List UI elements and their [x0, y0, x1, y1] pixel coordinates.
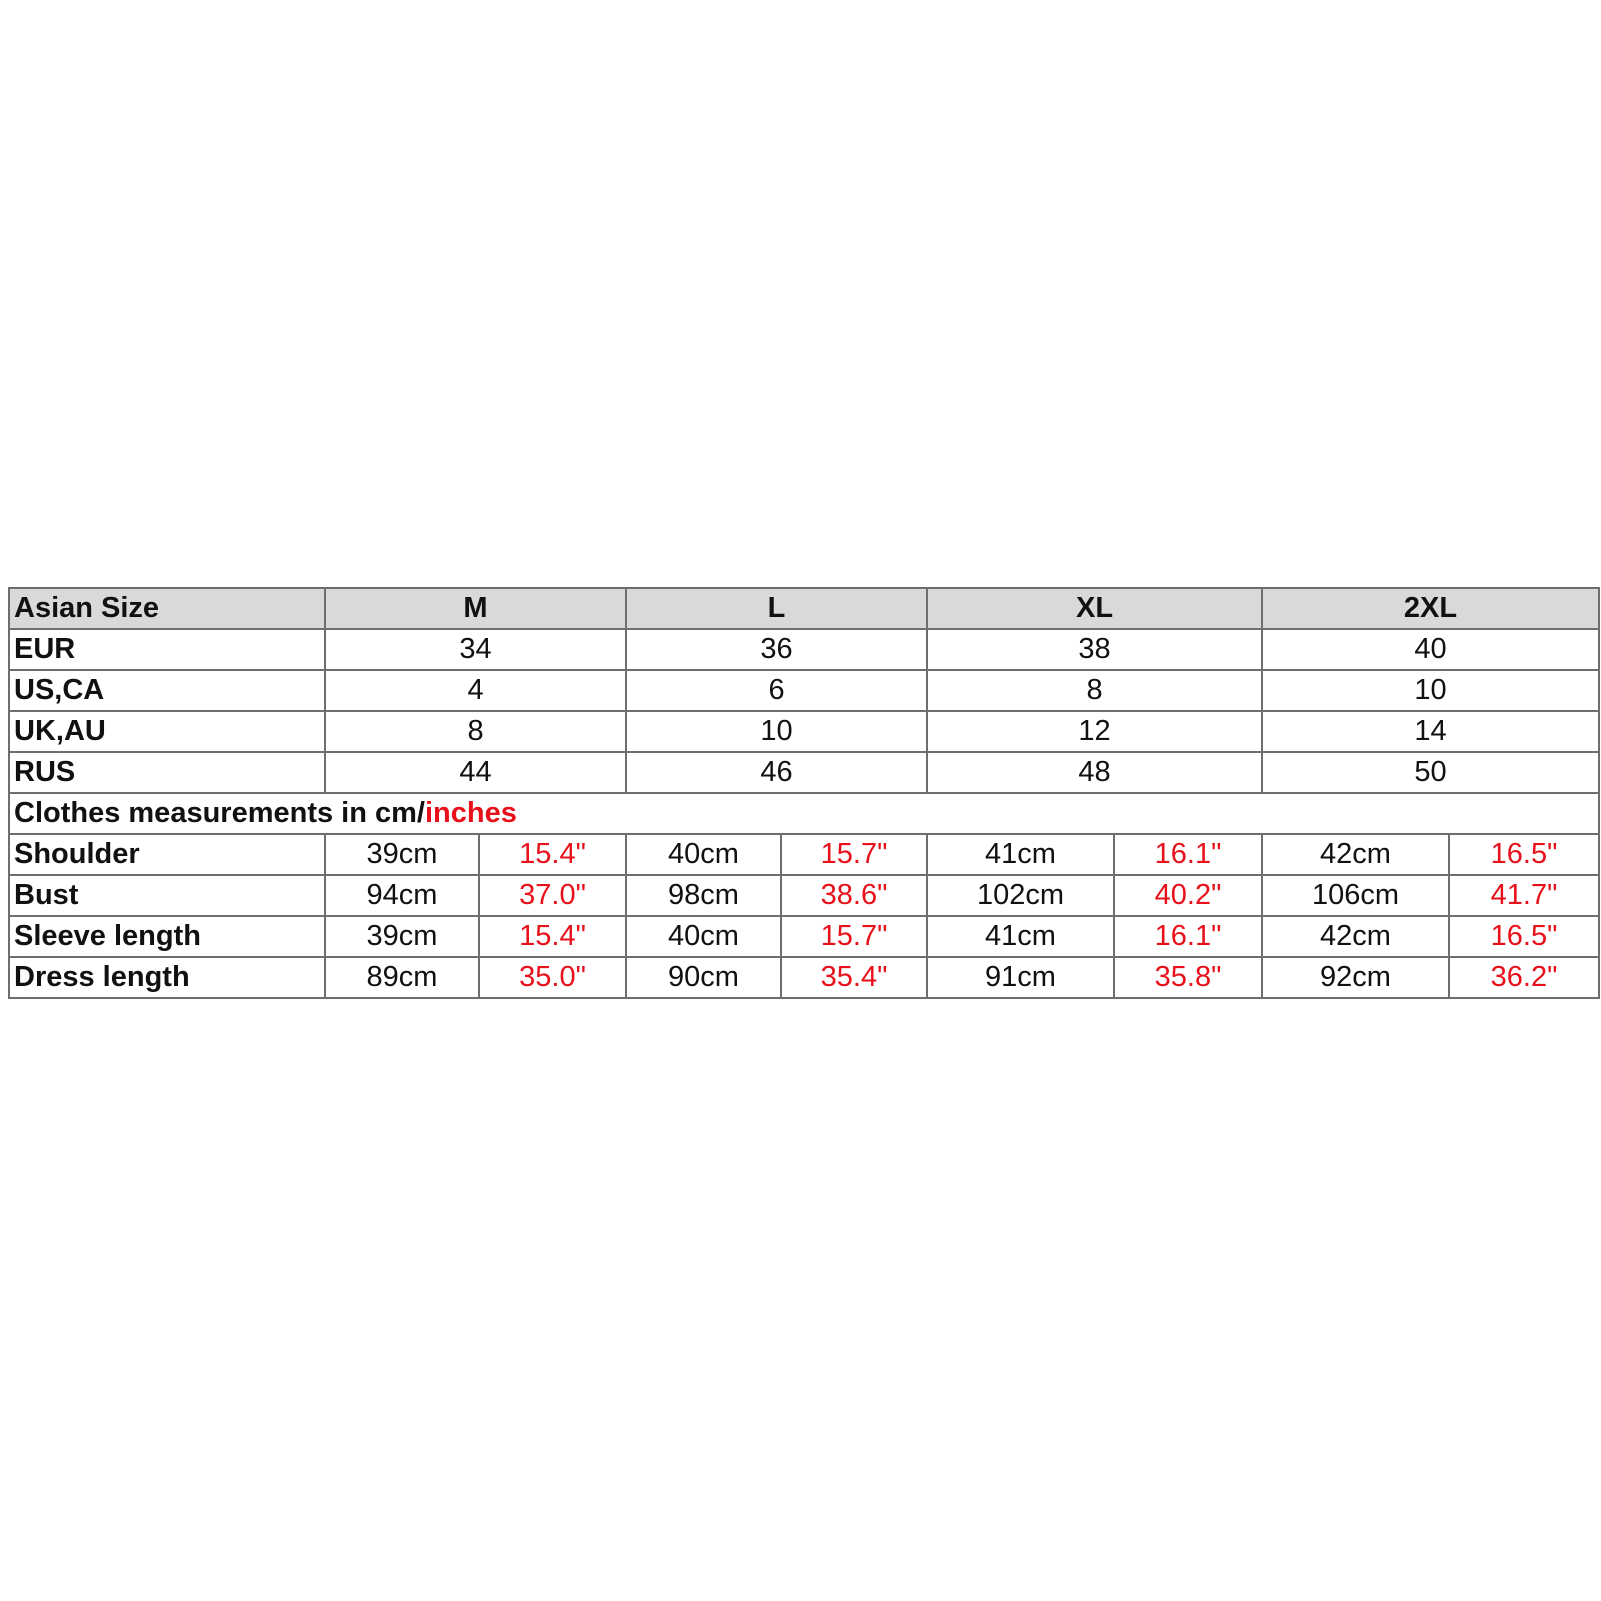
size-xl-header: XL [927, 588, 1262, 629]
row-label: Bust [9, 875, 325, 916]
cell-value: 10 [1262, 670, 1599, 711]
cm-value: 98cm [626, 875, 781, 916]
cell-value: 40 [1262, 629, 1599, 670]
size-chart-table [8, 587, 1600, 999]
cell-value: 8 [927, 670, 1262, 711]
conversion-row-rus [9, 752, 1599, 793]
cell-value: 14 [1262, 711, 1599, 752]
row-label: Shoulder [9, 834, 325, 875]
inch-value: 15.4" [479, 834, 626, 875]
cm-value: 41cm [927, 834, 1114, 875]
cell-value: 48 [927, 752, 1262, 793]
inch-value: 41.7" [1449, 875, 1599, 916]
inch-value: 16.5" [1449, 834, 1599, 875]
cm-value: 91cm [927, 957, 1114, 998]
measurement-row-dress-length [9, 957, 1599, 998]
cm-value: 40cm [626, 916, 781, 957]
header-row [9, 588, 1599, 629]
cm-value: 42cm [1262, 834, 1449, 875]
cell-value: 50 [1262, 752, 1599, 793]
cm-value: 39cm [325, 916, 479, 957]
row-label: RUS [9, 752, 325, 793]
conversion-row-us-ca [9, 670, 1599, 711]
cell-value: 8 [325, 711, 626, 752]
row-label: US,CA [9, 670, 325, 711]
inch-value: 16.1" [1114, 916, 1262, 957]
asian-size-label: Asian Size [9, 588, 325, 629]
cell-value: 44 [325, 752, 626, 793]
inch-value: 35.8" [1114, 957, 1262, 998]
section-title-highlight: inches [424, 797, 517, 829]
cell-value: 4 [325, 670, 626, 711]
size-l-header: L [626, 588, 927, 629]
cm-value: 102cm [927, 875, 1114, 916]
cm-value: 39cm [325, 834, 479, 875]
cm-value: 94cm [325, 875, 479, 916]
inch-value: 36.2" [1449, 957, 1599, 998]
inch-value: 35.0" [479, 957, 626, 998]
conversion-row-eur [9, 629, 1599, 670]
section-row [9, 793, 1599, 834]
cm-value: 40cm [626, 834, 781, 875]
cell-value: 6 [626, 670, 927, 711]
cm-value: 42cm [1262, 916, 1449, 957]
measurement-row-shoulder [9, 834, 1599, 875]
cm-value: 90cm [626, 957, 781, 998]
row-label: Dress length [9, 957, 325, 998]
measurement-row-sleeve-length [9, 916, 1599, 957]
inch-value: 15.4" [479, 916, 626, 957]
section-title-text: Clothes measurements in cm/ [14, 797, 425, 829]
cm-value: 92cm [1262, 957, 1449, 998]
inch-value: 38.6" [781, 875, 927, 916]
cm-value: 89cm [325, 957, 479, 998]
row-label: EUR [9, 629, 325, 670]
inch-value: 35.4" [781, 957, 927, 998]
inch-value: 37.0" [479, 875, 626, 916]
size-2xl-header: 2XL [1262, 588, 1599, 629]
cell-value: 34 [325, 629, 626, 670]
row-label: Sleeve length [9, 916, 325, 957]
conversion-row-uk-au [9, 711, 1599, 752]
measurements-section-title [9, 793, 1599, 834]
cell-value: 12 [927, 711, 1262, 752]
inch-value: 15.7" [781, 834, 927, 875]
inch-value: 15.7" [781, 916, 927, 957]
inch-value: 40.2" [1114, 875, 1262, 916]
cell-value: 46 [626, 752, 927, 793]
size-m-header: M [325, 588, 626, 629]
cell-value: 10 [626, 711, 927, 752]
inch-value: 16.1" [1114, 834, 1262, 875]
cell-value: 36 [626, 629, 927, 670]
measurement-row-bust [9, 875, 1599, 916]
cell-value: 38 [927, 629, 1262, 670]
row-label: UK,AU [9, 711, 325, 752]
cm-value: 41cm [927, 916, 1114, 957]
inch-value: 16.5" [1449, 916, 1599, 957]
cm-value: 106cm [1262, 875, 1449, 916]
